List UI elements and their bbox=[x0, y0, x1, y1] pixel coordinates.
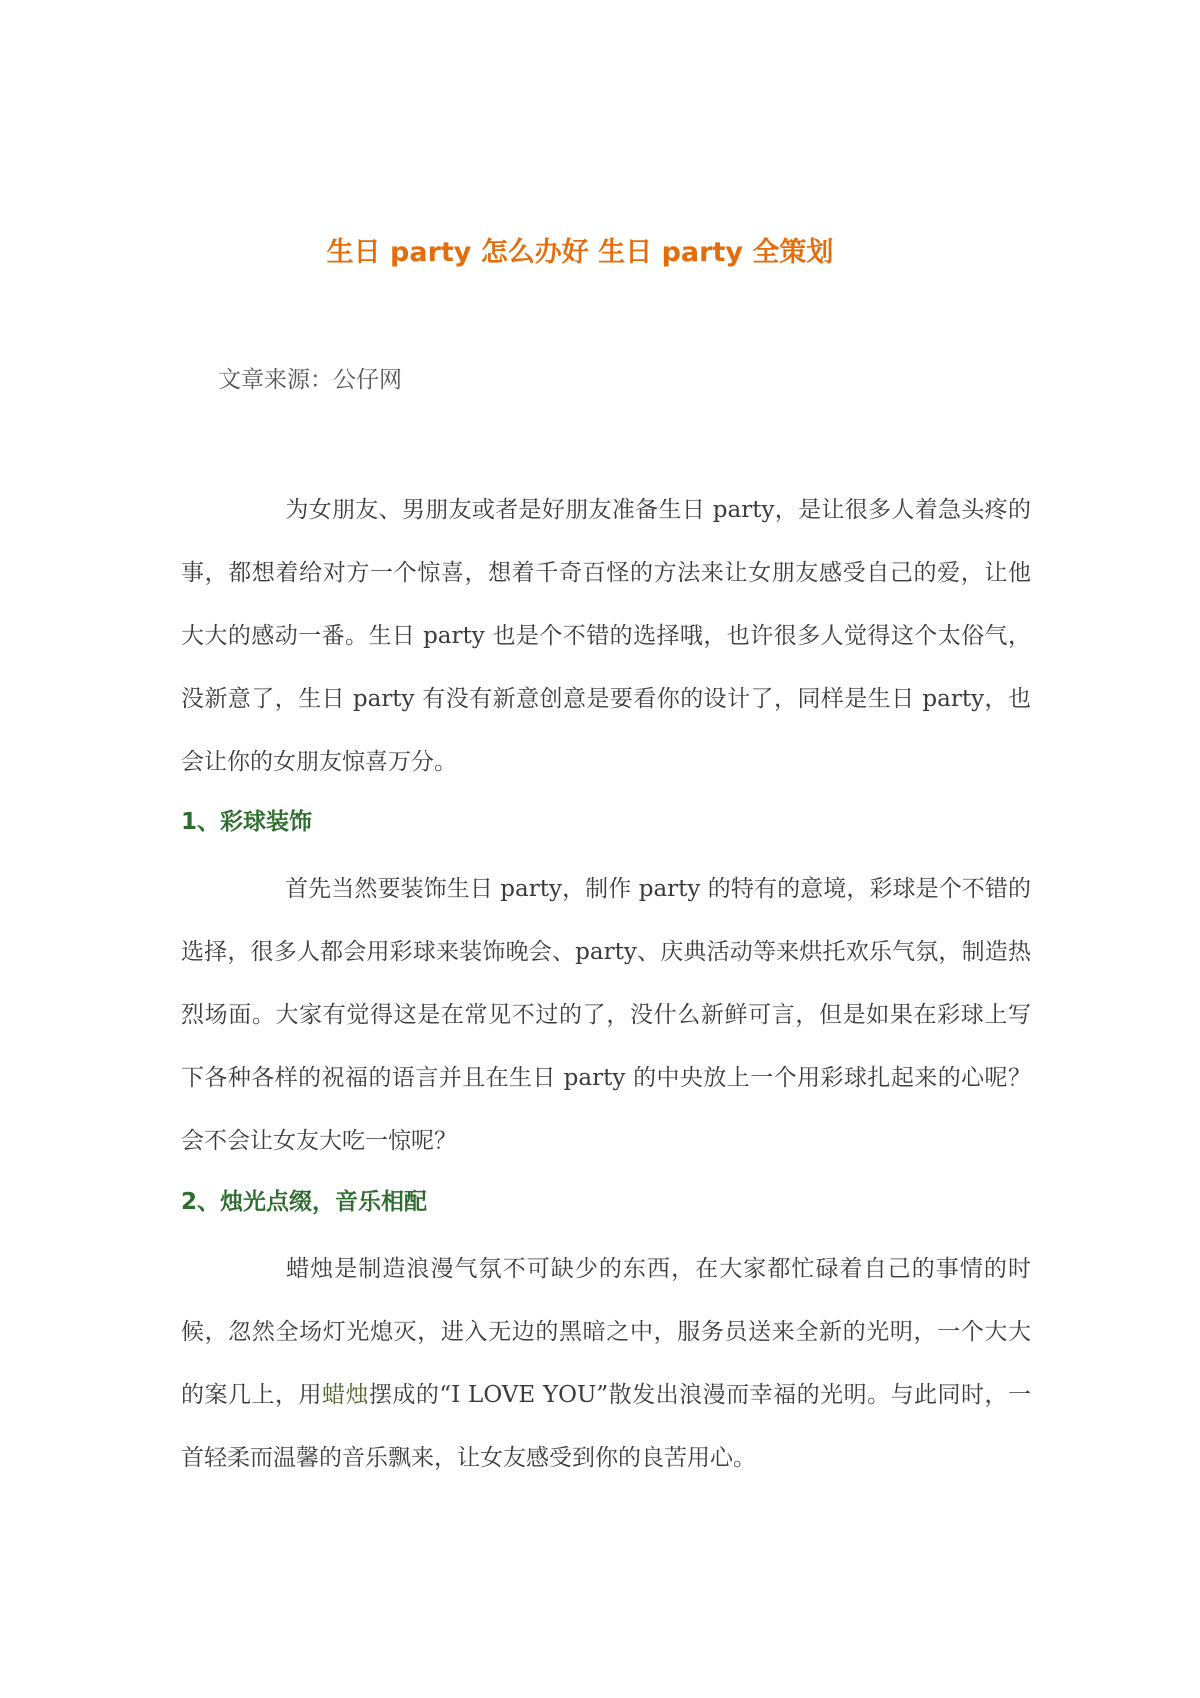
intro-text: 为女朋友、男朋友或者是好朋友准备生日 party，是让很多人着急头疼的事，都想着给对方一个惊喜，想着千奇百怪的方法来让女朋友感受自己的爱，让他大大的感动一番。生日 party 也是个不错的选择哦，也许很多人觉得这个太俗气，没新意了，生日 party 有没有新意创意是要看你的设计了，同样是生日 party，也会让你的女朋友惊喜万分。 bbox=[181, 497, 1031, 775]
document-title: 生日 party 怎么办好 生日 party 全策划 bbox=[326, 237, 834, 268]
candle-highlight-text: 蜡烛 bbox=[321, 1382, 369, 1408]
section-text-balloons: 首先当然要装饰生日 party，制作 party 的特有的意境，彩球是个不错的选择，很多人都会用彩球来装饰晚会、party、庆典活动等来烘托欢乐气氛，制造热烈场面。大家有觉得这是在常见不过的了，没什么新鲜可言，但是如果在彩球上写下各种各样的祝福的语言并且在生日 party 的中央放上一个用彩球扎起来的心呢？会不会让女友大吃一惊呢？ bbox=[181, 876, 1031, 1154]
intro-paragraph bbox=[181, 479, 1031, 794]
section-heading-candles: 2、烛光点缀，音乐相配 bbox=[181, 1189, 428, 1215]
section-paragraph-balloons bbox=[181, 858, 1031, 1173]
section-text-candles-after: 摆成的“I LOVE YOU”散发出浪漫而幸福的光明。与此同时，一首轻柔而温馨的音乐飘来，让女友感受到你的良苦用心。 bbox=[181, 1382, 1032, 1471]
article-source: 文章来源：公仔网 bbox=[218, 367, 402, 393]
section-text-candles-before: 蜡烛是制造浪漫气氛不可缺少的东西，在大家都忙碌着自己的事情的时候，忽然全场灯光熄灭，进入无边的黑暗之中，服务员送来全新的光明，一个大大的案几上，用 bbox=[181, 1256, 1031, 1408]
section-paragraph-candles bbox=[181, 1238, 1031, 1490]
section-heading-balloons: 1、彩球装饰 bbox=[181, 809, 313, 835]
